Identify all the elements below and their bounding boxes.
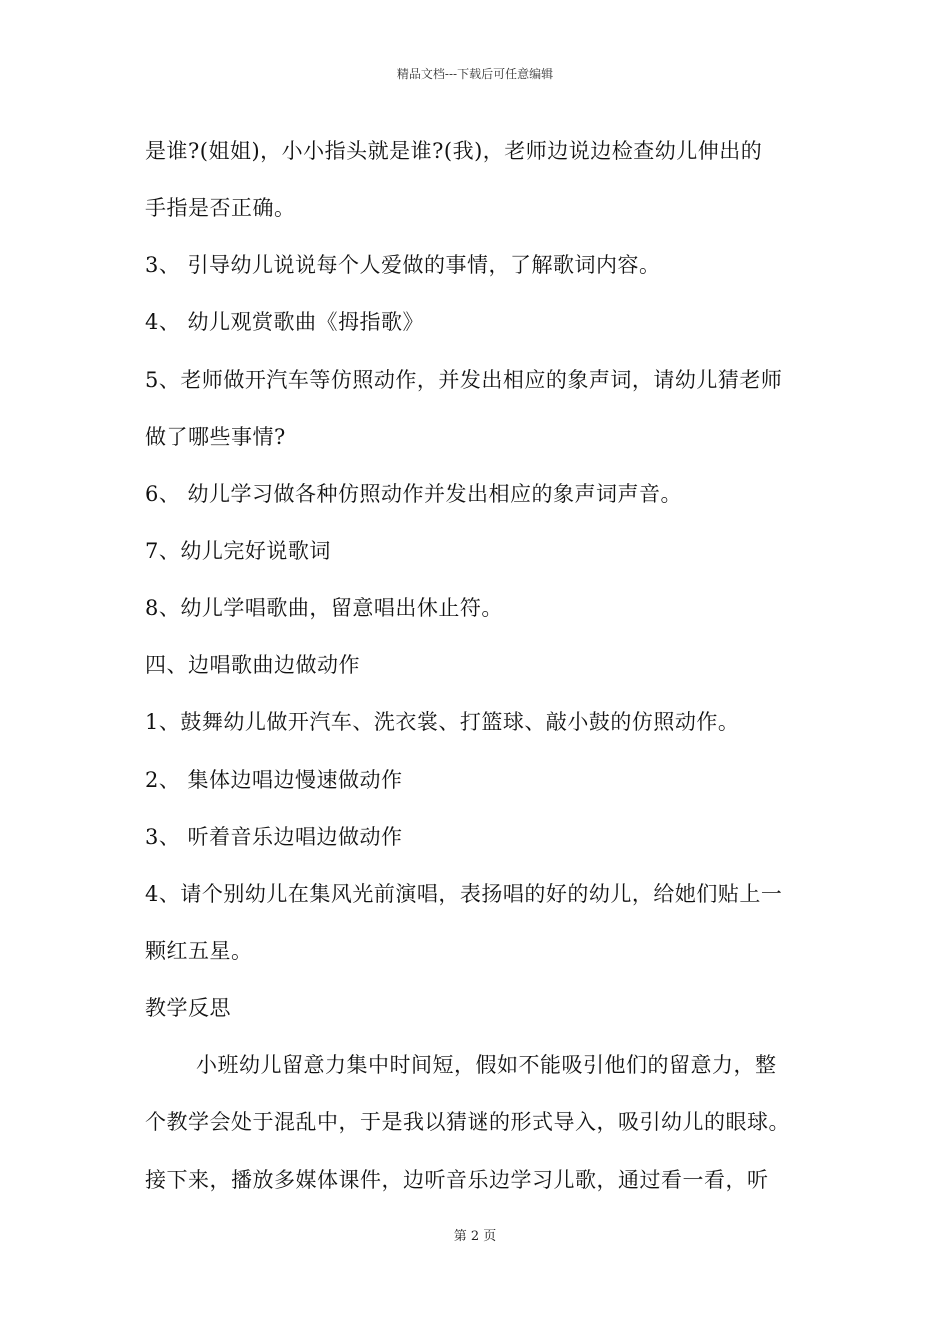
page-number: 第 2 页: [453, 1229, 497, 1244]
list-item-line: 4、 幼儿观赏歌曲《拇指歌》: [145, 310, 425, 334]
list-item-line: 8、幼儿学唱歌曲，留意唱出休止符。: [145, 596, 503, 620]
list-item-line: 3、 引导幼儿说说每个人爱做的事情，了解歌词内容。: [145, 253, 661, 277]
list-item-line: 1、鼓舞幼儿做开汽车、洗衣裳、打篮球、敲小鼓的仿照动作。: [145, 710, 740, 734]
page-header: 精品文档---下载后可任意编辑: [396, 67, 554, 81]
paragraph-line: 颗红五星。: [145, 939, 253, 963]
paragraph-line: 手指是否正确。: [145, 196, 296, 220]
list-item-line: 6、 幼儿学习做各种仿照动作并发出相应的象声词声音。: [145, 482, 683, 506]
paragraph-line: 是谁?(姐姐)，小小指头就是谁?(我)，老师边说边检查幼儿伸出的: [145, 139, 763, 163]
list-item-line: 2、 集体边唱边慢速做动作: [145, 768, 403, 792]
paragraph-line: 接下来，播放多媒体课件，边听音乐边学习儿歌，通过看一看，听: [145, 1168, 769, 1192]
list-item-line: 4、请个别幼儿在集风光前演唱，表扬唱的好的幼儿，给她们贴上一: [145, 882, 783, 906]
list-item-line: 5、老师做开汽车等仿照动作，并发出相应的象声词，请幼儿猜老师: [145, 368, 783, 392]
paragraph-line: 做了哪些事情?: [145, 425, 286, 449]
list-item-line: 7、幼儿完好说歌词: [145, 539, 331, 563]
list-item-line: 3、 听着音乐边唱边做动作: [145, 825, 403, 849]
section-heading: 教学反思: [145, 996, 231, 1020]
paragraph-line: 个教学会处于混乱中，于是我以猜谜的形式导入，吸引幼儿的眼球。: [145, 1110, 790, 1134]
section-heading: 四、边唱歌曲边做动作: [145, 653, 360, 677]
paragraph-line: 小班幼儿留意力集中时间短，假如不能吸引他们的留意力，整: [196, 1053, 777, 1077]
